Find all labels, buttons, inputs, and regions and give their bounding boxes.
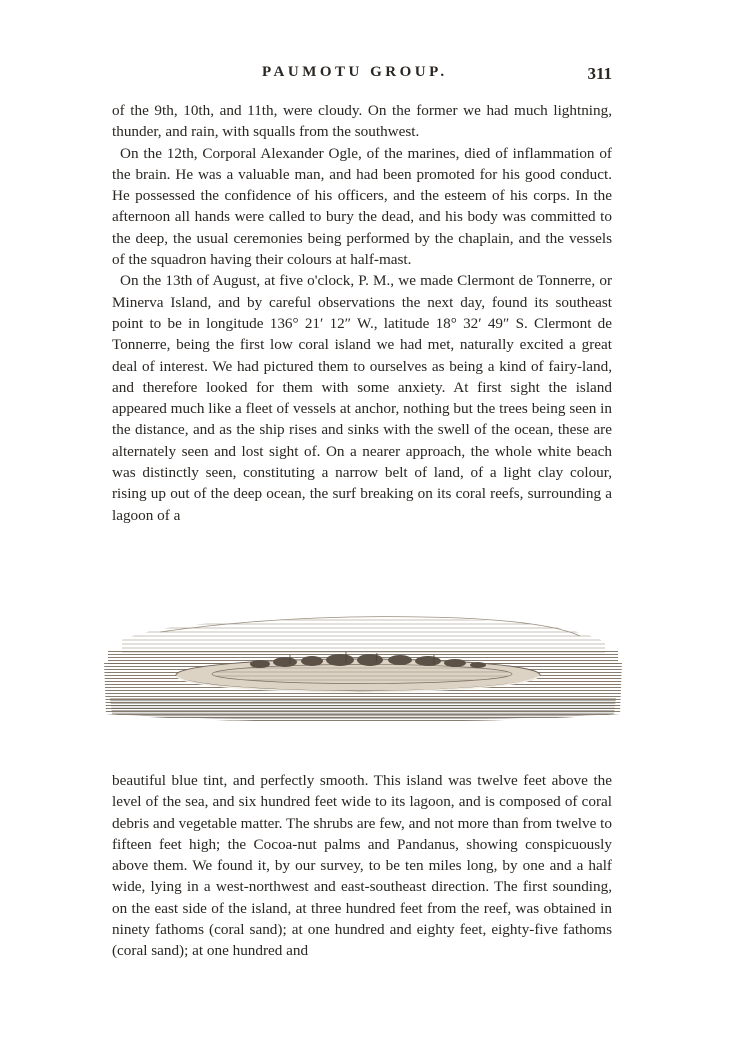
body-text-top <box>112 100 612 526</box>
page-number: 311 <box>587 64 612 83</box>
paragraph-island-description: beautiful blue tint, and perfectly smooth. This island was twelve feet above the level of the sea, and six hundred feet wide to its lagoon, and is composed of coral debris and vegetable matter. The shrubs are few, and not more than from twelve to fifteen feet high; the Cocoa-nut palms and Pandanus, showing conspicuously above them. We found it, by our survey, to be ten miles long, by one and a half wide, lying in a west-northwest and east-southeast direction. The first sounding, on the east side of the island, at three hundred feet from the reef, was obtained in ninety fathoms (coral sand); at one hundred and eighty feet, eighty-five fathoms (coral sand); at one hundred and <box>112 772 612 960</box>
island-engraving <box>100 602 625 727</box>
paragraph-ogle-death: On the 12th, Corporal Alexander Ogle, of the marines, died of inflammation of the brain. He was a valuable man, and had been promoted for his good conduct. He possessed the confidence of his officers, and the esteem of his corps. In the afternoon all hands were called to bury the dead, and his body was committed to the deep, the usual ceremonies being performed by the chaplain, and the vessels of the squadron having their colours at half-mast. <box>112 144 612 269</box>
coral-island-illustration <box>100 602 625 727</box>
paragraph-weather: of the 9th, 10th, and 11th, were cloudy. On the former we had much lightning, thunder, and rain, with squalls from the southwest. <box>112 102 612 141</box>
running-head <box>112 64 612 88</box>
body-text-bottom <box>112 770 612 962</box>
paragraph-clermont-de-tonnerre: On the 13th of August, at five o'clock, P. M., we made Clermont de Tonnerre, or Minerva Island, and by careful observations the next day, found its southeast point to be in longitude 136° 21′ 12″ W., latitude 18° 32′ 49″ S. Clermont de Tonnerre, being the first low coral island we had met, naturally excited a great deal of interest. We had pictured them to ourselves as being a kind of fairy-land, and therefore looked for them with some anxiety. At first sight the island appeared much like a fleet of vessels at anchor, nothing but the trees being seen in the distance, and as the ship rises and sinks with the swell of the ocean, these are alternately seen and lost sight of. On a nearer approach, the whole white beach was distinctly seen, constituting a narrow belt of land, of a light clay colour, rising up out of the deep ocean, the surf breaking on its coral reefs, surrounding a lagoon of a <box>112 272 612 524</box>
running-title: PAUMOTU GROUP. <box>262 64 448 80</box>
